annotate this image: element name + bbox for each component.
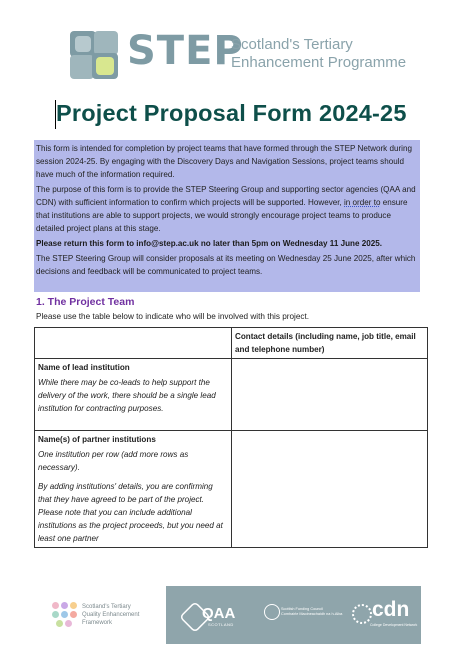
qaa-logo: QAA SCOTLAND <box>180 602 246 628</box>
logo-subtitle: Scotland's Tertiary Enhancement Programme <box>231 36 407 71</box>
page-title: Project Proposal Form 2024-25 <box>56 100 407 126</box>
sfc-logo: Scottish Funding Council Comhairle Maoineachaidh na h-Alba <box>264 604 339 628</box>
intro-block <box>34 140 420 292</box>
sfc-mark-icon <box>264 604 280 620</box>
stqef-logo-text: Scotland's Tertiary Quality Enhancement Framework <box>82 604 140 626</box>
spellcheck-underline: in order to <box>344 198 381 207</box>
section-heading: 1. The Project Team <box>36 296 135 308</box>
table-header-cell-2: Contact details (including name, job title, email and telephone number) <box>232 328 428 359</box>
table-row <box>35 431 428 548</box>
step-logo-mark-icon <box>70 31 118 79</box>
row-note: One institution per row (add more rows as necessary). <box>38 450 189 472</box>
table-header-row <box>35 328 428 359</box>
section-description: Please use the table below to indicate who will be involved with this project. <box>36 312 310 321</box>
lead-institution-input-cell[interactable] <box>232 359 428 431</box>
partner-institutions-label-cell <box>35 431 232 548</box>
cdn-mark-icon <box>352 604 372 624</box>
lead-institution-label-cell <box>35 359 232 431</box>
table-row <box>35 359 428 431</box>
step-logo <box>70 28 407 80</box>
intro-deadline: Please return this form to info@step.ac.uk no later than 5pm on Wednesday 11 June 2025. <box>36 239 382 248</box>
logo-wordmark: STEP <box>127 28 244 74</box>
cdn-logo: cdn College Development Network <box>352 600 414 630</box>
table-header-cell-1 <box>35 328 232 359</box>
row-title: Name of lead institution <box>38 363 130 372</box>
row-title: Name(s) of partner institutions <box>38 435 156 444</box>
partner-logos-banner <box>166 586 421 644</box>
intro-paragraph-4: The STEP Steering Group will consider proposals at its meeting on Wednesday 25 June 2025, after which decisions and feedback will be communicated to project teams. <box>36 254 416 276</box>
partner-institutions-input-cell[interactable] <box>232 431 428 548</box>
intro-paragraph-2: The purpose of this form is to provide the STEP Steering Group and supporting sector agencies (QAA and CDN) with sufficient information to confirm which projects will be supported. However, in order to ensure that institutions are able to support projects, we would strongly encourage project teams to produce detailed project plans at this stage. <box>36 185 416 233</box>
row-note: While there may be co-leads to help support the delivery of the work, there should be a single lead institution for contracting purposes. <box>38 378 216 413</box>
project-team-table <box>34 327 428 548</box>
stqef-logo <box>52 598 172 634</box>
row-note: By adding institutions' details, you are confirming that they have agreed to be part of the project. Please note that you can include additional institutions as the project proceeds, but you need at least one partner <box>38 482 223 543</box>
intro-paragraph-1: This form is intended for completion by project teams that have formed through the STEP Network during session 2024-25. By engaging with the Discovery Days and Navigation Sessions, project teams should have much of the information required. <box>36 144 412 179</box>
